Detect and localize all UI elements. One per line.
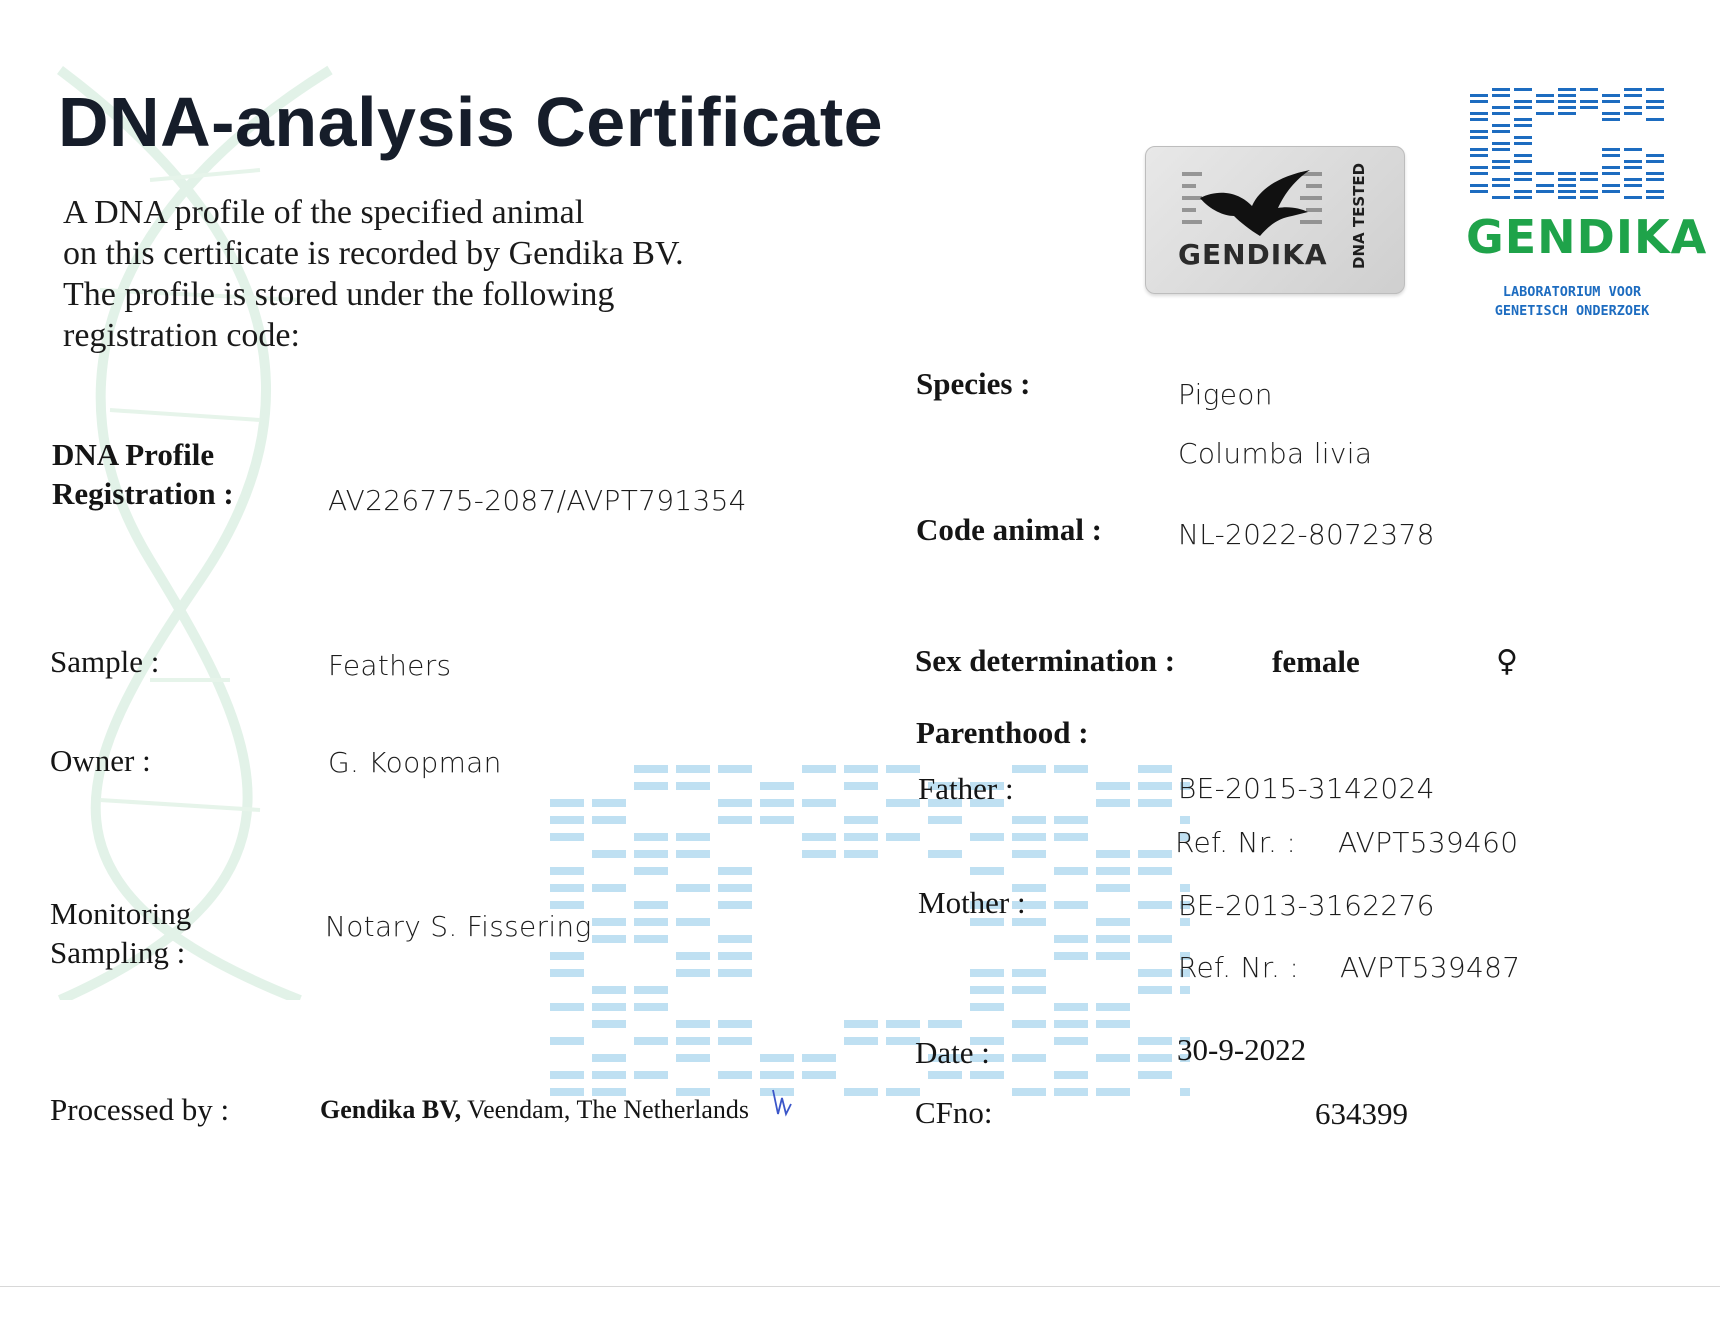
decor-bar — [550, 867, 584, 875]
decor-bar — [1602, 100, 1620, 103]
decor-bar — [1646, 178, 1664, 181]
decor-bar — [1180, 1088, 1190, 1096]
decor-bar — [1514, 160, 1532, 163]
decor-bar — [844, 765, 878, 773]
decor-bar — [634, 765, 668, 773]
decor-bar — [1514, 88, 1532, 91]
decor-bar — [844, 833, 878, 841]
decor-bar — [1012, 986, 1046, 994]
decor-bar — [1138, 986, 1172, 994]
decor-bar — [1054, 901, 1088, 909]
female-symbol-icon: ♀ — [1496, 644, 1518, 679]
mother-ref-label: Ref. Nr. : — [1178, 951, 1300, 984]
decor-bar — [718, 1037, 752, 1045]
decor-bar — [1492, 130, 1510, 133]
decor-bar — [1012, 969, 1046, 977]
decor-bar — [1602, 184, 1620, 187]
decor-bar — [1096, 1003, 1130, 1011]
decor-bar — [1624, 88, 1642, 91]
decor-bar — [1470, 172, 1488, 175]
decor-bar — [1624, 148, 1642, 151]
decor-bar — [802, 833, 836, 841]
decor-bar — [718, 816, 752, 824]
decor-bar — [676, 884, 710, 892]
decor-bar — [1580, 178, 1598, 181]
decor-bar — [1624, 106, 1642, 109]
decor-bar — [1096, 918, 1130, 926]
decor-bar — [1054, 1037, 1088, 1045]
mother-ref-value: AVPT539487 — [1340, 951, 1521, 984]
decor-bar — [592, 935, 626, 943]
decor-bar — [1096, 935, 1130, 943]
decor-bar — [844, 850, 878, 858]
decor-bar — [718, 969, 752, 977]
decor-bar — [1558, 172, 1576, 175]
decor-bar — [1536, 172, 1554, 175]
decor-bar — [550, 884, 584, 892]
decor-bar — [1012, 1020, 1046, 1028]
sample-label: Sample : — [50, 644, 160, 679]
decor-bar — [886, 833, 920, 841]
monitoring-value: Notary S. Fissering — [325, 910, 592, 943]
decor-bar — [1096, 782, 1130, 790]
decor-bar — [676, 918, 710, 926]
decor-bar — [1492, 178, 1510, 181]
decor-bar — [1602, 148, 1620, 151]
decor-bar — [634, 867, 668, 875]
decor-bar — [676, 1020, 710, 1028]
sticker-side-text: DNA TESTED — [1350, 162, 1368, 270]
decor-bar — [1558, 190, 1576, 193]
sex-label: Sex determination : — [915, 643, 1176, 678]
decor-bar — [1646, 118, 1664, 121]
decor-bar — [1492, 142, 1510, 145]
decor-bar — [760, 1054, 794, 1062]
sample-value: Feathers — [328, 649, 452, 682]
decor-bar — [1492, 94, 1510, 97]
decor-bar — [1470, 100, 1488, 103]
decor-bar — [550, 901, 584, 909]
decor-bar — [928, 1071, 962, 1079]
decor-bar — [718, 1071, 752, 1079]
registration-value: AV226775-2087/AVPT791354 — [328, 484, 747, 517]
processed-value — [320, 1095, 749, 1125]
intro-line: The profile is stored under the following — [63, 276, 615, 313]
decor-bar — [1012, 1088, 1046, 1096]
gendika-watermark — [550, 765, 1190, 1145]
decor-bar — [1054, 935, 1088, 943]
decor-bar — [886, 765, 920, 773]
decor-bar — [1580, 190, 1598, 193]
decor-bar — [550, 833, 584, 841]
decor-bar — [1054, 1003, 1088, 1011]
decor-bar — [970, 986, 1004, 994]
father-ref-label: Ref. Nr. : — [1175, 826, 1297, 859]
logo-subtitle-line: LABORATORIUM VOOR — [1502, 284, 1642, 300]
decor-bar — [550, 1003, 584, 1011]
decor-bar — [1646, 88, 1664, 91]
decor-bar — [760, 782, 794, 790]
decor-bar — [718, 765, 752, 773]
decor-bar — [1624, 178, 1642, 181]
decor-bar — [1514, 136, 1532, 139]
decor-bar — [844, 1020, 878, 1028]
decor-bar — [1514, 118, 1532, 121]
decor-bar — [1602, 166, 1620, 169]
decor-bar — [592, 918, 626, 926]
decor-bar — [1054, 867, 1088, 875]
decor-bar — [1536, 94, 1554, 97]
decor-bar — [1558, 112, 1576, 115]
cfno-value: 634399 — [1315, 1096, 1408, 1131]
decor-bar — [592, 816, 626, 824]
decor-bar — [844, 816, 878, 824]
decor-bar — [1624, 166, 1642, 169]
decor-bar — [1536, 184, 1554, 187]
logo-subtitle — [1462, 283, 1682, 321]
monitoring-label: Sampling : — [50, 935, 186, 970]
processed-location: Veendam, The Netherlands — [461, 1095, 749, 1124]
decor-bar — [1096, 850, 1130, 858]
decor-bar — [1646, 172, 1664, 175]
decor-bar — [1138, 867, 1172, 875]
decor-bar — [634, 850, 668, 858]
decor-bar — [1012, 816, 1046, 824]
decor-bar — [676, 765, 710, 773]
decor-bar — [1180, 986, 1190, 994]
decor-bar — [1054, 765, 1088, 773]
decor-bar — [1470, 184, 1488, 187]
decor-bar — [592, 850, 626, 858]
decor-bar — [1646, 190, 1664, 193]
decor-bar — [592, 1071, 626, 1079]
decor-bar — [676, 833, 710, 841]
decor-bar — [1470, 190, 1488, 193]
decor-bar — [1602, 118, 1620, 121]
decor-bar — [634, 833, 668, 841]
decor-bar — [592, 884, 626, 892]
decor-bar — [1138, 969, 1172, 977]
sticker-brand: GENDIKA — [1178, 238, 1328, 271]
decor-bar — [970, 1003, 1004, 1011]
certificate-title: DNA-analysis Certificate — [58, 83, 884, 161]
decor-bar — [718, 901, 752, 909]
decor-bar — [1558, 196, 1576, 199]
decor-bar — [1054, 1020, 1088, 1028]
decor-bar — [1492, 112, 1510, 115]
decor-bar — [1580, 100, 1598, 103]
decor-bar — [760, 799, 794, 807]
decor-bar — [676, 1054, 710, 1062]
decor-bar — [886, 799, 920, 807]
decor-bar — [634, 935, 668, 943]
decor-bar — [802, 850, 836, 858]
decor-bar — [1514, 178, 1532, 181]
species-common: Pigeon — [1178, 378, 1273, 411]
decor-bar — [1096, 884, 1130, 892]
decor-bar — [1602, 94, 1620, 97]
mother-value: BE-2013-3162276 — [1178, 889, 1435, 922]
decor-bar — [550, 1071, 584, 1079]
decor-bar — [970, 1071, 1004, 1079]
decor-bar — [592, 986, 626, 994]
father-value: BE-2015-3142024 — [1178, 772, 1435, 805]
decor-bar — [1558, 94, 1576, 97]
decor-bar — [844, 1088, 878, 1096]
decor-bar — [1054, 833, 1088, 841]
decor-bar — [1012, 833, 1046, 841]
intro-line: on this certificate is recorded by Gendika BV. — [63, 235, 684, 272]
decor-bar — [1470, 112, 1488, 115]
date-label: Date : — [915, 1035, 990, 1070]
decor-bar — [1602, 154, 1620, 157]
cfno-label: CFno: — [915, 1095, 993, 1130]
decor-bar — [592, 1003, 626, 1011]
decor-bar — [1054, 952, 1088, 960]
decor-bar — [1096, 1054, 1130, 1062]
decor-bar — [634, 901, 668, 909]
decor-bar — [550, 969, 584, 977]
mother-label: Mother : — [918, 885, 1026, 920]
decor-bar — [1536, 100, 1554, 103]
decor-bar — [1646, 160, 1664, 163]
decor-bar — [550, 952, 584, 960]
decor-bar — [1536, 190, 1554, 193]
decor-bar — [802, 1054, 836, 1062]
decor-bar — [1470, 166, 1488, 169]
decor-bar — [1558, 178, 1576, 181]
species-latin: Columba livia — [1178, 437, 1373, 470]
decor-bar — [1646, 196, 1664, 199]
decor-bar — [1492, 160, 1510, 163]
decor-bar — [844, 782, 878, 790]
owner-label: Owner : — [50, 743, 151, 778]
decor-bar — [634, 986, 668, 994]
decor-bar — [592, 1020, 626, 1028]
decor-bar — [676, 1037, 710, 1045]
decor-bar — [1558, 100, 1576, 103]
decor-bar — [1138, 1054, 1172, 1062]
decor-bar — [1602, 172, 1620, 175]
decor-bar — [550, 799, 584, 807]
decor-bar — [1138, 1071, 1172, 1079]
decor-bar — [1054, 816, 1088, 824]
decor-bar — [1580, 196, 1598, 199]
decor-bar — [928, 816, 962, 824]
decor-bar — [1514, 172, 1532, 175]
decor-bar — [1138, 782, 1172, 790]
gendika-logo-icon — [1470, 88, 1666, 204]
decor-bar — [1492, 106, 1510, 109]
decor-bar — [1492, 124, 1510, 127]
decor-bar — [718, 867, 752, 875]
decor-bar — [1492, 166, 1510, 169]
decor-bar — [970, 969, 1004, 977]
decor-bar — [1558, 184, 1576, 187]
decor-bar — [1470, 118, 1488, 121]
code-animal-value: NL-2022-8072378 — [1178, 518, 1435, 551]
decor-bar — [1470, 94, 1488, 97]
registration-label: Registration : — [52, 476, 234, 511]
decor-bar — [550, 816, 584, 824]
decor-bar — [718, 884, 752, 892]
decor-bar — [1624, 112, 1642, 115]
decor-bar — [550, 1037, 584, 1045]
decor-bar — [928, 1020, 962, 1028]
decor-bar — [970, 867, 1004, 875]
decor-bar — [676, 850, 710, 858]
processed-label: Processed by : — [50, 1092, 230, 1127]
decor-bar — [718, 1020, 752, 1028]
decor-bar — [1514, 154, 1532, 157]
decor-bar — [676, 969, 710, 977]
decor-bar — [760, 816, 794, 824]
decor-bar — [592, 1054, 626, 1062]
decor-bar — [1054, 1088, 1088, 1096]
decor-bar — [634, 918, 668, 926]
decor-bar — [634, 1037, 668, 1045]
decor-bar — [1138, 901, 1172, 909]
decor-bar — [1492, 148, 1510, 151]
owner-value: G. Koopman — [328, 746, 502, 779]
logo-subtitle-line: GENETISCH ONDERZOEK — [1494, 303, 1650, 319]
decor-bar — [1558, 88, 1576, 91]
decor-bar — [1580, 88, 1598, 91]
decor-bar — [844, 1037, 878, 1045]
decor-bar — [760, 1071, 794, 1079]
intro-line: registration code: — [63, 317, 300, 354]
decor-bar — [1096, 867, 1130, 875]
decor-bar — [1470, 154, 1488, 157]
decor-bar — [1138, 799, 1172, 807]
decor-bar — [802, 765, 836, 773]
decor-bar — [1470, 130, 1488, 133]
processed-company: Gendika BV, — [320, 1095, 462, 1124]
decor-bar — [802, 1071, 836, 1079]
decor-bar — [1558, 106, 1576, 109]
decor-bar — [1514, 124, 1532, 127]
decor-bar — [802, 799, 836, 807]
decor-bar — [1514, 196, 1532, 199]
decor-bar — [1012, 1054, 1046, 1062]
decor-bar — [1624, 184, 1642, 187]
decor-bar — [634, 1003, 668, 1011]
page-divider — [0, 1286, 1720, 1287]
decor-bar — [1096, 952, 1130, 960]
monitoring-label: Monitoring — [50, 896, 192, 931]
logo-name: GENDIKA — [1466, 210, 1708, 264]
handwritten-initial-icon — [770, 1086, 794, 1120]
decor-bar — [1602, 112, 1620, 115]
code-animal-label: Code animal : — [916, 512, 1102, 547]
intro-line: A DNA profile of the specified animal — [63, 194, 585, 231]
decor-bar — [1624, 160, 1642, 163]
decor-bar — [1646, 106, 1664, 109]
decor-bar — [1138, 935, 1172, 943]
decor-bar — [1646, 154, 1664, 157]
decor-bar — [1138, 1037, 1172, 1045]
decor-bar — [1138, 765, 1172, 773]
decor-bar — [1514, 100, 1532, 103]
decor-bar — [1054, 1071, 1088, 1079]
decor-bar — [970, 833, 1004, 841]
decor-bar — [1514, 190, 1532, 193]
decor-bar — [592, 799, 626, 807]
decor-bar — [1624, 94, 1642, 97]
decor-bar — [718, 952, 752, 960]
decor-bar — [1602, 190, 1620, 193]
intro-text — [63, 192, 684, 356]
decor-bar — [1012, 765, 1046, 773]
decor-bar — [634, 782, 668, 790]
decor-bar — [1580, 172, 1598, 175]
father-label: Father : — [918, 771, 1014, 806]
decor-bar — [1536, 112, 1554, 115]
decor-bar — [1096, 1020, 1130, 1028]
decor-bar — [676, 952, 710, 960]
date-value: 30-9-2022 — [1177, 1032, 1307, 1067]
parenthood-label: Parenthood : — [916, 715, 1089, 750]
decor-bar — [718, 799, 752, 807]
decor-bar — [1580, 106, 1598, 109]
decor-bar — [1514, 106, 1532, 109]
decor-bar — [928, 850, 962, 858]
decor-bar — [718, 935, 752, 943]
decor-bar — [1492, 196, 1510, 199]
decor-bar — [886, 1020, 920, 1028]
decor-bar — [634, 1071, 668, 1079]
decor-bar — [1096, 799, 1130, 807]
decor-bar — [1492, 88, 1510, 91]
decor-bar — [1012, 850, 1046, 858]
decor-bar — [1470, 148, 1488, 151]
father-ref-value: AVPT539460 — [1338, 826, 1519, 859]
decor-bar — [1096, 1088, 1130, 1096]
species-label: Species : — [916, 366, 1031, 401]
decor-bar — [1646, 100, 1664, 103]
decor-bar — [1492, 184, 1510, 187]
decor-bar — [1470, 136, 1488, 139]
decor-bar — [1138, 850, 1172, 858]
decor-bar — [1514, 142, 1532, 145]
decor-bar — [1624, 196, 1642, 199]
registration-label: DNA Profile — [52, 437, 215, 472]
decor-bar — [676, 782, 710, 790]
decor-bar — [1180, 816, 1190, 824]
sex-value: female — [1272, 644, 1360, 679]
